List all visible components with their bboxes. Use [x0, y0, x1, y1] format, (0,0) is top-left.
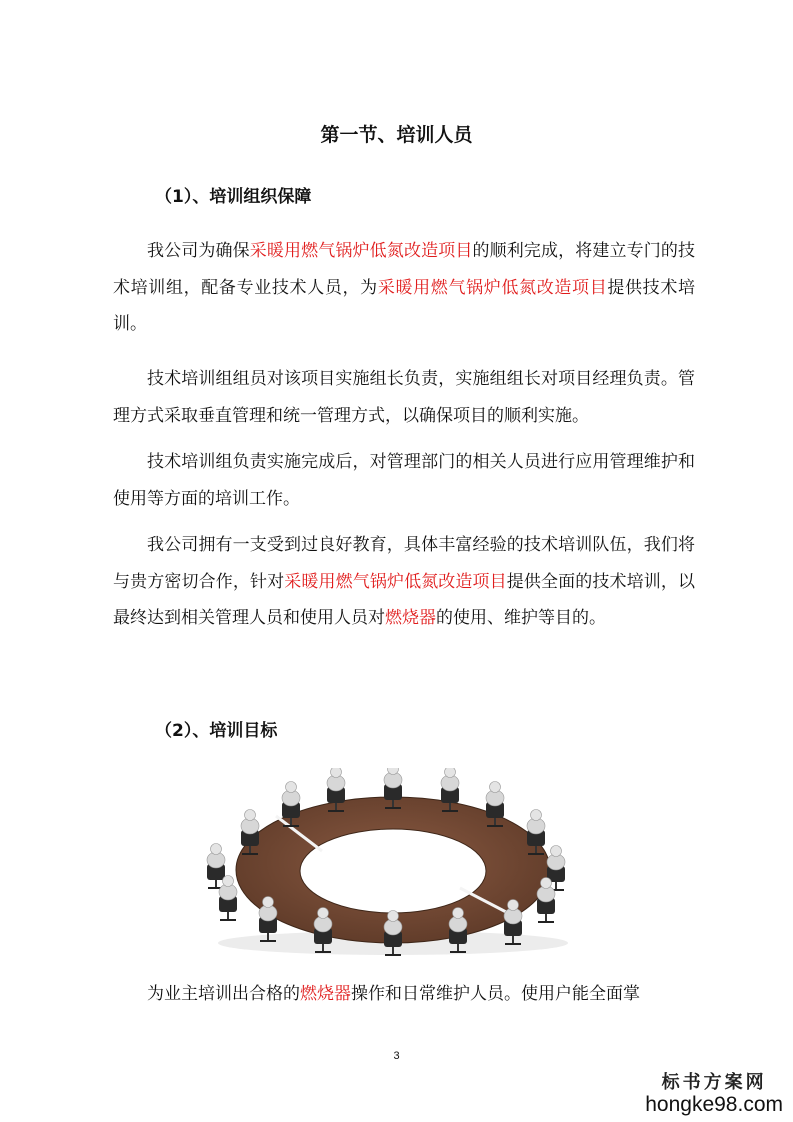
- paragraph-4: 我公司拥有一支受到过良好教育，具体丰富经验的技术培训队伍，我们将与贵方密切合作，针对采暖用燃气锅炉低氮改造项目提供全面的技术培训，以最终达到相关管理人员和使用人员对燃烧器的使用、维护等目的。: [113, 535, 696, 628]
- watermark-cn: 标书方案网: [661, 1072, 767, 1092]
- meeting-table-illustration: [188, 768, 593, 958]
- heading-training-goal: （2）、培训目标: [155, 721, 278, 741]
- paragraph-3: 技术培训组负责实施完成后，对管理部门的相关人员进行应用管理维护和使用等方面的培训工作。: [113, 452, 695, 509]
- project-name-highlight: 采暖用燃气锅炉低氮改造项目: [377, 277, 608, 298]
- burner-highlight: 燃烧器: [300, 984, 351, 1004]
- site-watermark: [645, 1068, 783, 1116]
- project-name-highlight: 采暖用燃气锅炉低氮改造项目: [249, 241, 473, 261]
- heading-training-organization: （1）、培训组织保障: [155, 187, 312, 207]
- section-title: 第一节、培训人员: [320, 124, 473, 146]
- paragraph-1: 我公司为确保采暖用燃气锅炉低氮改造项目的顺利完成，将建立专门的技术培训组，配备专业技术人员，为采暖用燃气锅炉低氮改造项目提供技术培训。: [113, 241, 696, 334]
- project-name-highlight: 采暖用燃气锅炉低氮改造项目: [284, 571, 507, 592]
- page-number: 3: [393, 1050, 400, 1062]
- paragraph-2: 技术培训组组员对该项目实施组长负责，实施组组长对项目经理负责。管理方式采取垂直管理和统一管理方式，以确保项目的顺利实施。: [113, 369, 695, 426]
- burner-highlight: 燃烧器: [385, 608, 436, 628]
- watermark-url: hongke98.com: [645, 1093, 783, 1116]
- paragraph-5: 为业主培训出合格的燃烧器操作和日常维护人员。使用户能全面掌: [147, 984, 640, 1004]
